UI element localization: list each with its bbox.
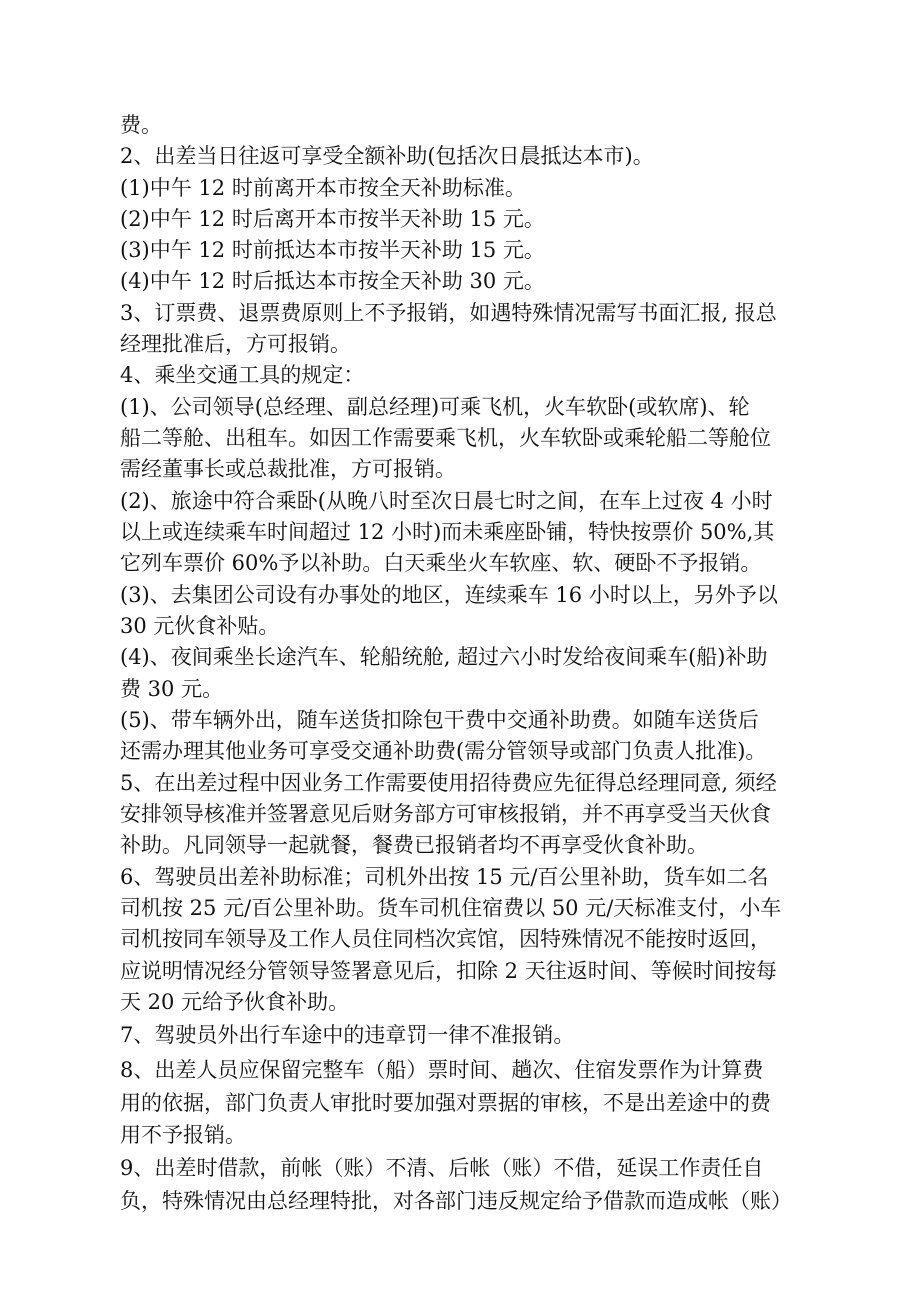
text-line: 还需办理其他业务可享受交通补助费(需分管领导或部门负责人批准)。 — [120, 739, 767, 763]
text-line: 2、出差当日往返可享受全额补助(包括次日晨抵达本市)。 — [120, 144, 654, 168]
text-line: (5)、带车辆外出，随车送货扣除包干费中交通补助费。如随车送货后 — [120, 708, 759, 732]
text-line: 补助。凡同领导一起就餐，餐费已报销者均不再享受伙食补助。 — [120, 833, 708, 857]
text-line: (1)中午 12 时前离开本市按全天补助标准。 — [120, 176, 526, 200]
text-line: 7、驾驶员外出行车途中的违章罚一律不准报销。 — [120, 1023, 575, 1047]
text-line: (3)、去集团公司设有办事处的地区，连续乘车 16 小时以上，另外予以 — [120, 583, 778, 607]
text-line: 以上或连续乘车时间超过 12 小时)而未乘座卧铺，特快按票价 50%,其 — [120, 520, 775, 544]
text-line: 应说明情况经分管领导签署意见后，扣除 2 天往返时间、等候时间按每 — [120, 959, 777, 983]
text-line: (3)中午 12 时前抵达本市按半天补助 15 元。 — [120, 238, 545, 262]
text-line: 8、出差人员应保留完整车（船）票时间、趟次、住宿发票作为计算费 — [120, 1058, 764, 1082]
text-line: 司机按 25 元/百公里补助。货车司机住宿费以 50 元/天标准支付，小车 — [120, 896, 782, 920]
text-line: 它列车票价 60%予以补助。白天乘坐火车软座、软、硬卧不予报销。 — [120, 551, 762, 575]
text-line: 3、订票费、退票费原则上不予报销，如遇特殊情况需写书面汇报, 报总 — [120, 301, 777, 325]
text-line: 负，特殊情况由总经理特批，对各部门违反规定给予借款而造成帐（账） — [120, 1189, 792, 1213]
text-line: 司机按同车领导及工作人员住同档次宾馆，因特殊情况不能按时返回， — [120, 927, 771, 951]
text-line: 4、乘坐交通工具的规定： — [120, 363, 365, 387]
text-line: 用的依据，部门负责人审批时要加强对票据的审核，不是出差途中的费 — [120, 1091, 771, 1115]
text-line: 天 20 元给予伙食补助。 — [120, 990, 350, 1014]
text-line: 需经董事长或总裁批准，方可报销。 — [120, 457, 456, 481]
text-line: (4)、夜间乘坐长途汽车、轮船统舱, 超过六小时发给夜间乘车(船)补助 — [120, 645, 768, 669]
text-line: 费。 — [120, 113, 162, 137]
text-line: 费 30 元。 — [120, 677, 224, 701]
text-line: (4)中午 12 时后抵达本市按全天补助 30 元。 — [120, 269, 545, 293]
text-line: 30 元伙食补贴。 — [120, 614, 280, 638]
text-line: 9、出差时借款，前帐（账）不清、后帐（账）不借，延误工作责任自 — [120, 1156, 764, 1180]
text-line: (2)中午 12 时后离开本市按半天补助 15 元。 — [120, 207, 545, 231]
text-line: 5、在出差过程中因业务工作需要使用招待费应先征得总经理同意, 须经 — [120, 771, 777, 795]
text-line: 安排领导核准并签署意见后财务部方可审核报销，并不再享受当天伙食 — [120, 802, 771, 826]
text-line: (2)、旅途中符合乘卧(从晚八时至次日晨七时之间，在车上过夜 4 小时 — [120, 489, 773, 513]
text-line: (1)、公司领导(总经理、副总经理)可乘飞机，火车软卧(或软席)、轮 — [120, 395, 750, 419]
text-line: 经理批准后，方可报销。 — [120, 332, 351, 356]
text-line: 6、驾驶员出差补助标准；司机外出按 15 元/百公里补助，货车如二名 — [120, 865, 769, 889]
text-line: 用不予报销。 — [120, 1123, 246, 1147]
text-line: 船二等舱、出租车。如因工作需要乘飞机，火车软卧或乘轮船二等舱位 — [120, 426, 771, 450]
